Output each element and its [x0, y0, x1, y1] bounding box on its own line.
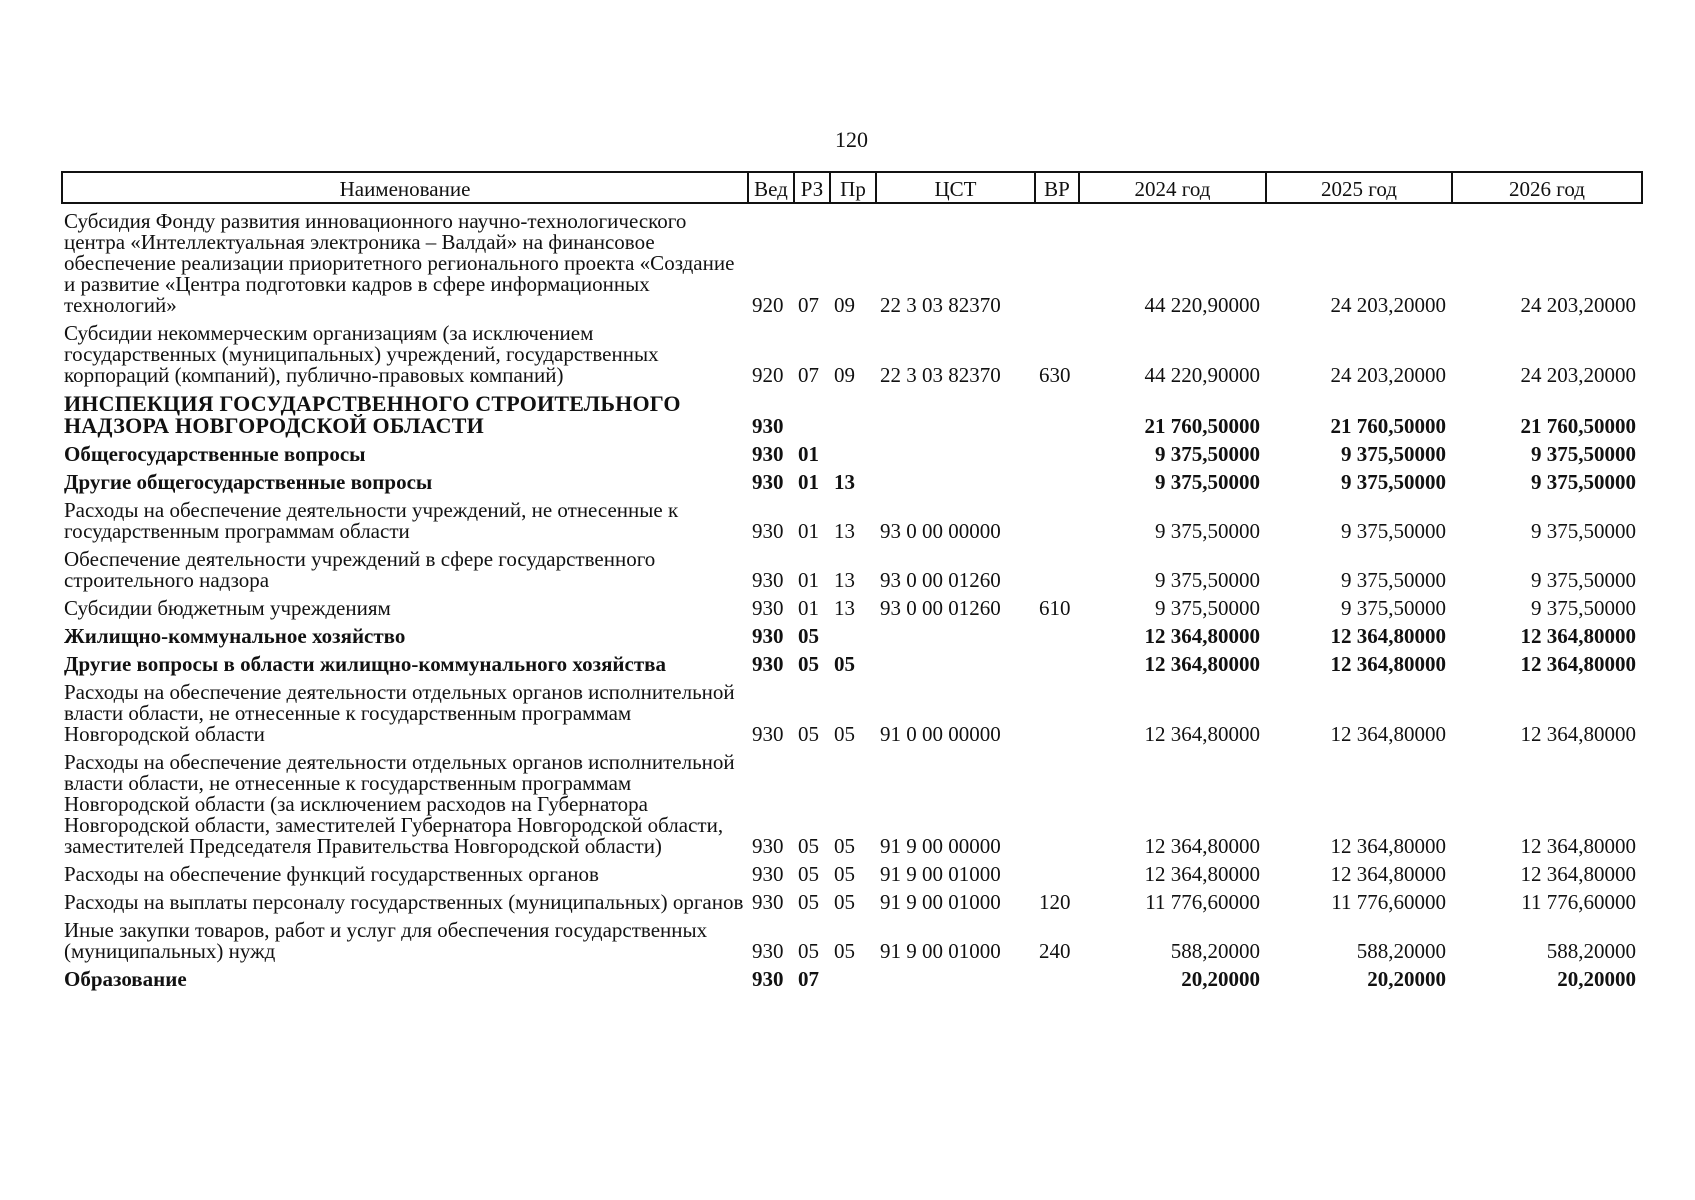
row-2024: 588,20000 — [1170, 939, 1260, 963]
row-name: Субсидии бюджетным учреждениям — [64, 596, 391, 620]
row-name: Расходы на выплаты персоналу государственных (муниципальных) органов — [64, 890, 744, 914]
row-ved: 930 — [752, 652, 784, 676]
row-name: Расходы на обеспечение функций государственных органов — [64, 862, 599, 886]
row-2024: 9 375,50000 — [1155, 519, 1260, 543]
header-vr: ВР — [1035, 172, 1079, 203]
row-2024: 9 375,50000 — [1155, 568, 1260, 592]
page-number: 120 — [835, 127, 868, 152]
row-2025: 9 375,50000 — [1341, 470, 1446, 494]
row-name: Обеспечение деятельности учреждений в сфере государственного строительного надзора — [64, 547, 656, 592]
row-vr — [1035, 441, 1079, 469]
row-2025: 11 776,60000 — [1331, 890, 1446, 914]
row-pr: 05 — [834, 890, 855, 914]
row-vr: 630 — [1039, 363, 1071, 387]
row-vr — [1035, 546, 1079, 595]
row-vr — [1035, 390, 1079, 441]
row-pr: 13 — [834, 519, 855, 543]
row-cst — [876, 441, 1035, 469]
table-row-section — [62, 623, 1642, 651]
row-2025: 21 760,50000 — [1330, 414, 1446, 438]
row-name: Расходы на обеспечение деятельности отдельных органов исполнительной власти области, не отнесенные к государственным программам Новгородской области — [64, 680, 735, 746]
row-2024: 11 776,60000 — [1145, 890, 1260, 914]
header-2024: 2024 год — [1079, 172, 1266, 203]
row-pr: 13 — [834, 470, 855, 494]
row-2024: 12 364,80000 — [1144, 862, 1260, 886]
row-2024: 9 375,50000 — [1155, 596, 1260, 620]
row-vr — [1035, 469, 1079, 497]
table-row — [62, 679, 1642, 749]
row-vr — [1035, 497, 1079, 546]
row-vr — [1035, 966, 1079, 994]
row-ved: 930 — [752, 967, 784, 991]
row-cst — [876, 390, 1035, 441]
row-rz: 05 — [798, 862, 819, 886]
row-2024: 44 220,90000 — [1144, 293, 1260, 317]
row-pr — [830, 390, 876, 441]
row-rz: 05 — [798, 890, 819, 914]
row-cst — [876, 623, 1035, 651]
row-pr: 05 — [834, 834, 855, 858]
table-row-subsection — [62, 651, 1642, 679]
row-2024: 12 364,80000 — [1144, 722, 1260, 746]
row-cst — [876, 469, 1035, 497]
table-row — [62, 208, 1642, 320]
table-row — [62, 595, 1642, 623]
row-cst — [876, 966, 1035, 994]
row-2025: 24 203,20000 — [1330, 293, 1446, 317]
row-rz — [794, 390, 830, 441]
row-2025: 12 364,80000 — [1330, 862, 1446, 886]
table-row — [62, 917, 1642, 966]
row-rz: 07 — [798, 363, 819, 387]
row-rz: 01 — [798, 568, 819, 592]
row-2025: 12 364,80000 — [1330, 624, 1446, 648]
row-ved: 930 — [752, 834, 784, 858]
header-name: Наименование — [62, 172, 748, 203]
table-row — [62, 497, 1642, 546]
row-2026: 12 364,80000 — [1520, 862, 1636, 886]
row-vr — [1035, 749, 1079, 861]
row-name: ИНСПЕКЦИЯ ГОСУДАРСТВЕННОГО СТРОИТЕЛЬНОГО НАДЗОРА НОВГОРОДСКОЙ ОБЛАСТИ — [64, 391, 681, 438]
row-rz: 05 — [798, 939, 819, 963]
row-rz: 01 — [798, 596, 819, 620]
row-2026: 12 364,80000 — [1520, 652, 1636, 676]
row-2026: 21 760,50000 — [1520, 414, 1636, 438]
row-2026: 588,20000 — [1546, 939, 1636, 963]
row-2026: 24 203,20000 — [1520, 293, 1636, 317]
row-2025: 12 364,80000 — [1330, 652, 1446, 676]
row-2026: 9 375,50000 — [1531, 568, 1636, 592]
row-vr: 610 — [1039, 596, 1071, 620]
row-pr: 13 — [834, 568, 855, 592]
row-ved: 930 — [752, 722, 784, 746]
row-2025: 9 375,50000 — [1341, 442, 1446, 466]
row-pr: 05 — [834, 862, 855, 886]
row-vr — [1035, 861, 1079, 889]
row-cst: 91 9 00 01000 — [880, 862, 1001, 886]
row-cst: 91 9 00 00000 — [880, 834, 1001, 858]
row-cst — [876, 651, 1035, 679]
row-2026: 20,20000 — [1557, 967, 1636, 991]
row-vr: 240 — [1039, 939, 1071, 963]
row-name: Жилищно-коммунальное хозяйство — [64, 624, 406, 648]
row-2026: 9 375,50000 — [1531, 442, 1636, 466]
row-2025: 20,20000 — [1367, 967, 1446, 991]
table-row — [62, 320, 1642, 390]
row-pr: 13 — [834, 596, 855, 620]
row-cst: 91 9 00 01000 — [880, 890, 1001, 914]
row-ved: 930 — [752, 939, 784, 963]
row-rz: 07 — [798, 293, 819, 317]
row-ved: 930 — [752, 470, 784, 494]
row-rz: 01 — [798, 519, 819, 543]
row-rz: 01 — [798, 470, 819, 494]
row-2026: 12 364,80000 — [1520, 624, 1636, 648]
row-ved: 920 — [752, 293, 784, 317]
row-rz: 05 — [798, 624, 819, 648]
row-rz: 05 — [798, 834, 819, 858]
table-header-row — [62, 172, 1642, 203]
row-name: Другие общегосударственные вопросы — [64, 470, 433, 494]
row-2024: 20,20000 — [1181, 967, 1260, 991]
row-cst: 22 3 03 82370 — [880, 363, 1001, 387]
row-ved: 930 — [752, 596, 784, 620]
table-row-subsection — [62, 469, 1642, 497]
row-name: Субсидия Фонду развития инновационного научно-технологического центра «Интеллектуальная электроника – Валдай» на финансовое обеспечение реализации приоритетного регионального проекта «Создание и развитие «Центра подготовки кадров в сфере информационных технологий» — [64, 209, 735, 317]
row-pr: 05 — [834, 722, 855, 746]
row-ved: 930 — [752, 442, 784, 466]
row-2024: 9 375,50000 — [1155, 442, 1260, 466]
row-2024: 12 364,80000 — [1144, 834, 1260, 858]
row-cst: 93 0 00 01260 — [880, 568, 1001, 592]
row-2026: 9 375,50000 — [1531, 596, 1636, 620]
row-vr: 120 — [1039, 890, 1071, 914]
row-name: Общегосударственные вопросы — [64, 442, 366, 466]
row-rz: 05 — [798, 722, 819, 746]
row-ved: 930 — [752, 890, 784, 914]
row-pr: 05 — [834, 939, 855, 963]
row-ved: 930 — [752, 624, 784, 648]
row-2024: 12 364,80000 — [1144, 652, 1260, 676]
budget-table — [61, 171, 1643, 994]
row-2026: 12 364,80000 — [1520, 834, 1636, 858]
row-2025: 9 375,50000 — [1341, 596, 1446, 620]
row-cst: 22 3 03 82370 — [880, 293, 1001, 317]
row-name: Субсидии некоммерческим организациям (за исключением государственных (муниципальных) учреждений, государственных корпораций (компаний), публично-правовых компаний) — [64, 321, 659, 387]
table-row — [62, 546, 1642, 595]
row-ved: 930 — [752, 862, 784, 886]
row-pr — [830, 966, 876, 994]
row-2025: 9 375,50000 — [1341, 568, 1446, 592]
row-cst: 93 0 00 00000 — [880, 519, 1001, 543]
row-pr: 09 — [834, 293, 855, 317]
row-2026: 24 203,20000 — [1520, 363, 1636, 387]
row-pr: 05 — [834, 652, 855, 676]
row-2026: 12 364,80000 — [1520, 722, 1636, 746]
table-row — [62, 889, 1642, 917]
row-2024: 9 375,50000 — [1155, 470, 1260, 494]
row-pr — [830, 623, 876, 651]
row-2025: 588,20000 — [1356, 939, 1446, 963]
row-2024: 21 760,50000 — [1144, 414, 1260, 438]
row-2026: 9 375,50000 — [1531, 519, 1636, 543]
row-ved: 930 — [752, 519, 784, 543]
row-name: Образование — [64, 967, 187, 991]
header-pr: Пр — [830, 172, 876, 203]
header-cst: ЦСТ — [876, 172, 1035, 203]
row-rz: 05 — [798, 652, 819, 676]
row-2025: 12 364,80000 — [1330, 722, 1446, 746]
row-vr — [1035, 623, 1079, 651]
row-rz: 01 — [798, 442, 819, 466]
table-row — [62, 749, 1642, 861]
row-name: Расходы на обеспечение деятельности отдельных органов исполнительной власти области, не отнесенные к государственным программам Новгородской области (за исключением расходов на Губернатора Новгородской области, заместителей Губернатора Новгородской области, заместителей Председателя Правительства Новгородской области) — [64, 750, 735, 858]
row-2025: 12 364,80000 — [1330, 834, 1446, 858]
row-pr — [830, 441, 876, 469]
header-ved: Вед — [748, 172, 794, 203]
row-vr — [1035, 679, 1079, 749]
header-rz: РЗ — [794, 172, 830, 203]
row-2025: 9 375,50000 — [1341, 519, 1446, 543]
row-cst: 91 9 00 01000 — [880, 939, 1001, 963]
table-row-ministry — [62, 390, 1642, 441]
row-vr — [1035, 208, 1079, 320]
row-ved: 930 — [752, 414, 784, 438]
row-ved: 930 — [752, 568, 784, 592]
row-cst: 93 0 00 01260 — [880, 596, 1001, 620]
row-2026: 9 375,50000 — [1531, 470, 1636, 494]
row-rz: 07 — [798, 967, 819, 991]
table-row — [62, 861, 1642, 889]
row-name: Другие вопросы в области жилищно-коммунального хозяйства — [64, 652, 667, 676]
row-2025: 24 203,20000 — [1330, 363, 1446, 387]
row-vr — [1035, 651, 1079, 679]
row-cst: 91 0 00 00000 — [880, 722, 1001, 746]
header-2025: 2025 год — [1266, 172, 1452, 203]
row-2024: 12 364,80000 — [1144, 624, 1260, 648]
row-ved: 920 — [752, 363, 784, 387]
row-pr: 09 — [834, 363, 855, 387]
row-2026: 11 776,60000 — [1521, 890, 1636, 914]
table-row-section — [62, 966, 1642, 994]
row-2024: 44 220,90000 — [1144, 363, 1260, 387]
row-name: Иные закупки товаров, работ и услуг для обеспечения государственных (муниципальных) нужд — [64, 918, 708, 963]
header-2026: 2026 год — [1452, 172, 1642, 203]
table-row-section — [62, 441, 1642, 469]
row-name: Расходы на обеспечение деятельности учреждений, не отнесенные к государственным программам области — [64, 498, 679, 543]
